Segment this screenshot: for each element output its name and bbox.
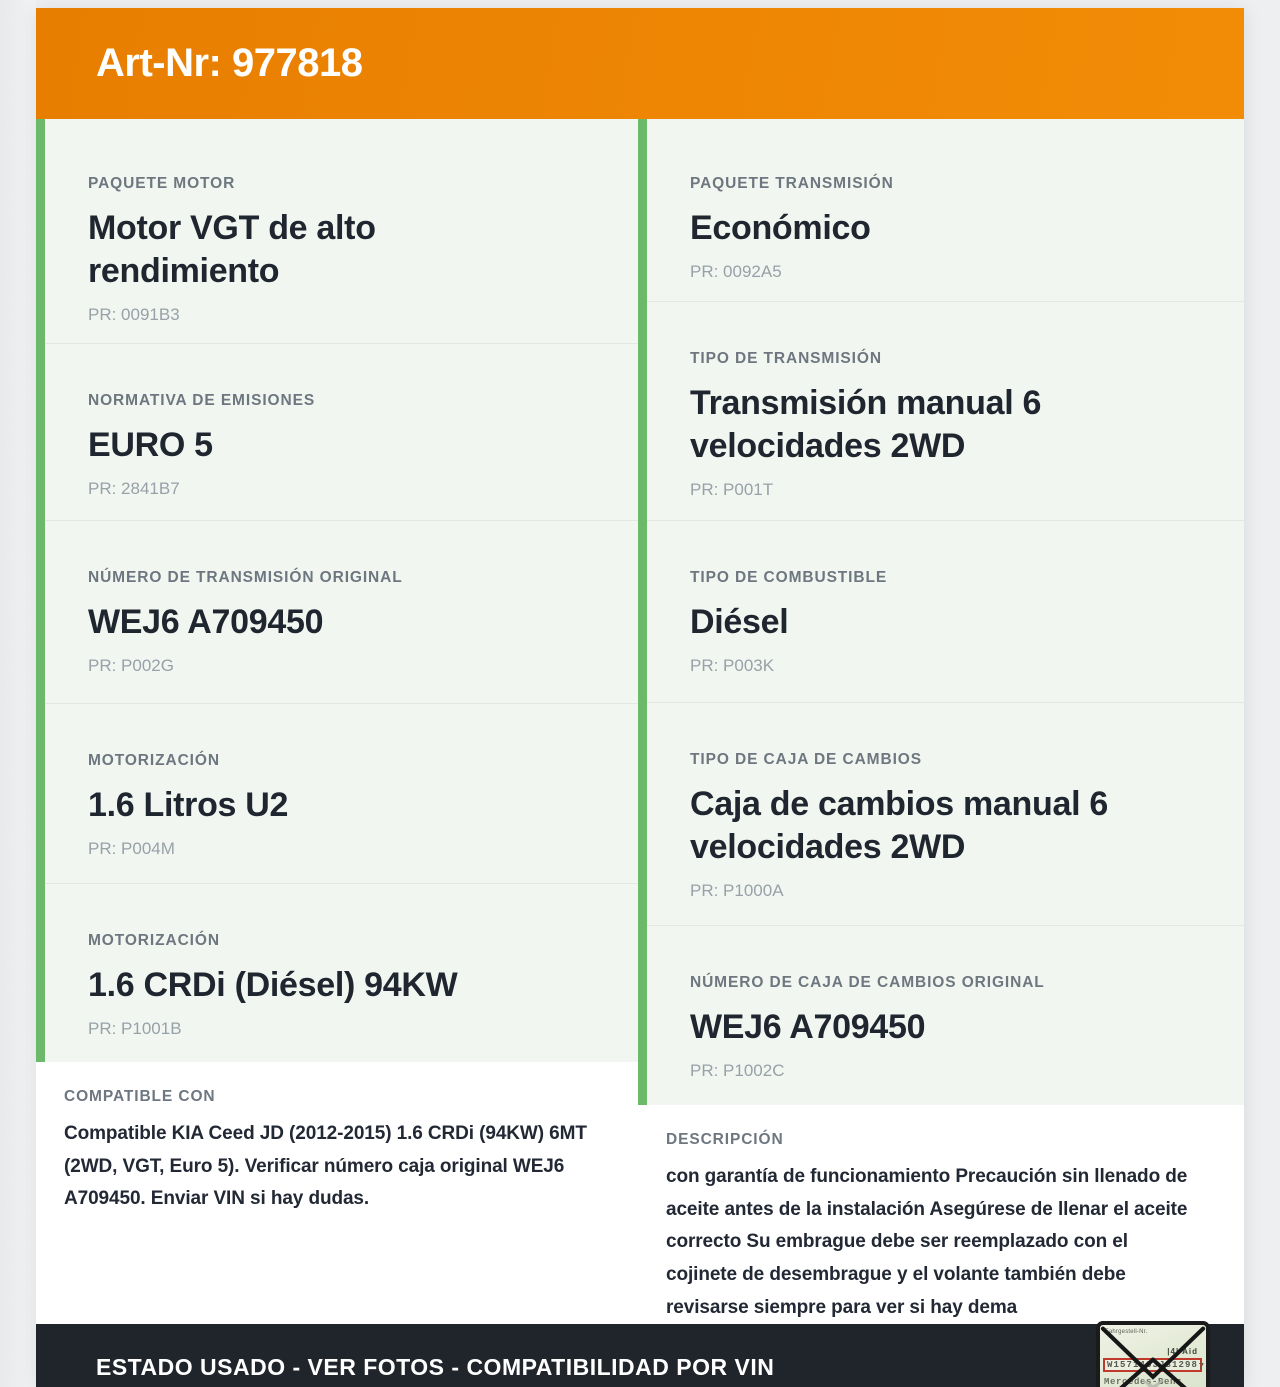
spec-label: PAQUETE TRANSMISIÓN [690, 175, 894, 192]
spec-card-transmission-package [647, 119, 1244, 301]
spec-card-transmission-type [647, 301, 1244, 520]
spec-card-engine-displacement [45, 703, 638, 883]
spec-label: TIPO DE CAJA DE CAMBIOS [690, 751, 922, 768]
note-label: COMPATIBLE CON [64, 1088, 216, 1105]
column-right [638, 119, 1244, 1324]
description-text: con garantía de funcionamiento Precaución sin llenado de aceite antes de la instalación Asegúrese de llenar el aceite correcto Su embrague debe ser reemplazado con el cojinete de desembrague y el volante también debe revisarse siempre para ver si hay dema [666, 1166, 1188, 1318]
spec-label: NÚMERO DE CAJA DE CAMBIOS ORIGINAL [690, 974, 1045, 991]
spec-value: 1.6 Litros U2 [88, 786, 289, 824]
spec-label: MOTORIZACIÓN [88, 932, 220, 949]
spec-card-transmission-number [45, 520, 638, 703]
spec-pr-code: PR: 0091B3 [88, 305, 180, 324]
spec-pr-code: PR: P004M [88, 839, 175, 858]
spec-value: EURO 5 [88, 426, 213, 464]
spec-pr-code: PR: P1002C [690, 1061, 785, 1080]
spec-card-gearbox-number [647, 925, 1244, 1105]
spec-pr-code: PR: 2841B7 [88, 479, 180, 498]
spec-label: TIPO DE TRANSMISIÓN [690, 350, 882, 367]
spec-value: Económico [690, 209, 871, 247]
spec-card-engine-type [45, 883, 638, 1062]
envelope-cross-icon [1100, 1325, 1206, 1387]
spec-label: NORMATIVA DE EMISIONES [88, 392, 316, 409]
plate-vin-number: W1571463J31298 [1103, 1358, 1202, 1372]
spec-card-emissions [45, 343, 638, 520]
spec-value: Diésel [690, 603, 789, 641]
spec-value: Caja de cambios manual 6 velocidades 2WD [690, 785, 1108, 866]
spec-label: TIPO DE COMBUSTIBLE [690, 569, 888, 586]
plate-brand: Mercedes-Benz [1104, 1377, 1183, 1387]
spec-label: PAQUETE MOTOR [88, 175, 236, 192]
spec-stack-right [638, 119, 1244, 1105]
spec-label: NÚMERO DE TRANSMISIÓN ORIGINAL [88, 569, 403, 586]
compatibility-note-card [36, 1062, 638, 1324]
spec-value: 1.6 CRDi (Diésel) 94KW [88, 966, 458, 1004]
spec-card-engine-package [45, 119, 638, 343]
spec-value: Transmisión manual 6 velocidades 2WD [690, 384, 1042, 465]
plate-vin-suffix: 7 [1198, 1362, 1204, 1373]
column-left [36, 119, 638, 1324]
plate-caption: Fahrgestell-Nr. [1105, 1329, 1148, 1336]
footer-status-text: ESTADO USADO - VER FOTOS - COMPATIBILIDAD POR VIN [96, 1354, 775, 1381]
spec-label: MOTORIZACIÓN [88, 752, 220, 769]
compatibility-text: Compatible KIA Ceed JD (2012-2015) 1.6 CRDi (94KW) 6MT (2WD, VGT, Euro 5). Verificar número caja original WEJ6 A709450. Enviar VIN si hay dudas. [64, 1123, 587, 1210]
plate-stamp: |4| Aid [1167, 1347, 1198, 1357]
description-card [638, 1105, 1244, 1324]
spec-columns [36, 119, 1244, 1324]
spec-value: Motor VGT de alto rendimiento [88, 209, 376, 290]
page-title: Art-Nr: 977818 [96, 41, 363, 85]
spec-pr-code: PR: 0092A5 [690, 262, 782, 281]
spec-pr-code: PR: P1001B [88, 1019, 182, 1038]
spec-value: WEJ6 A709450 [690, 1008, 926, 1046]
vin-plate-image [1096, 1321, 1210, 1387]
spec-pr-code: PR: P002G [88, 656, 174, 675]
footer-bar [36, 1324, 1244, 1387]
spec-value: WEJ6 A709450 [88, 603, 324, 641]
listing-page [36, 8, 1244, 1387]
spec-pr-code: PR: P003K [690, 656, 775, 675]
note-label: DESCRIPCIÓN [666, 1131, 784, 1148]
spec-card-gearbox-type [647, 702, 1244, 925]
spec-card-fuel-type [647, 520, 1244, 702]
header-banner [36, 8, 1244, 119]
spec-pr-code: PR: P1000A [690, 881, 784, 900]
spec-stack-left [36, 119, 638, 1062]
spec-pr-code: PR: P001T [690, 480, 774, 499]
